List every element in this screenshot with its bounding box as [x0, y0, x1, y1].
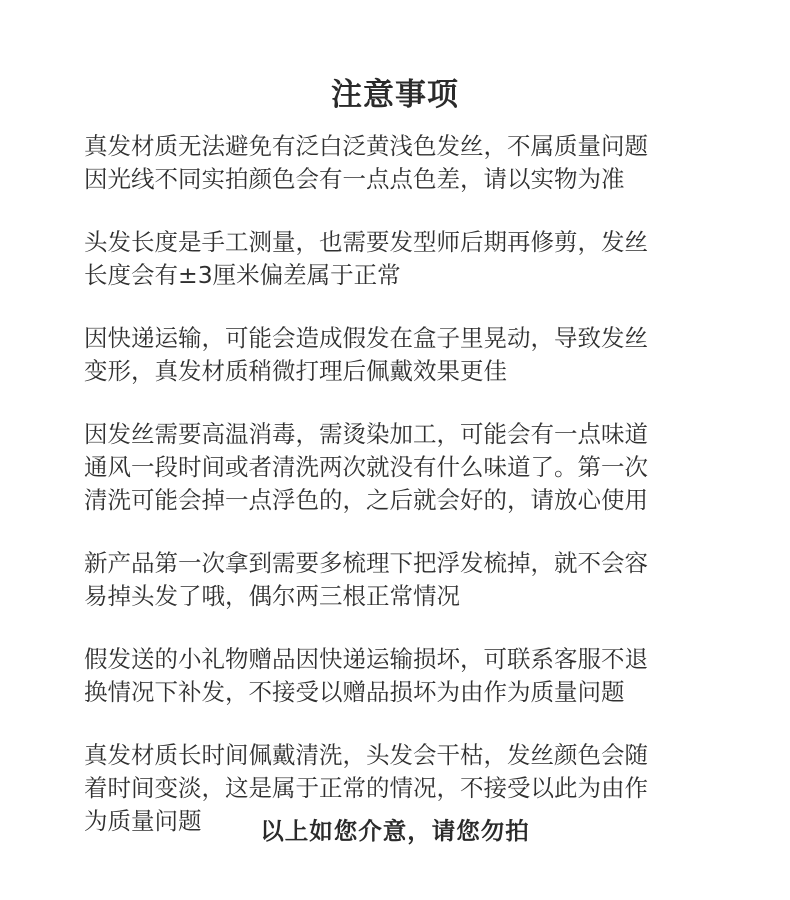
notice-line: 变形，真发材质稍微打理后佩戴效果更佳 — [84, 357, 507, 385]
notice-line: 通风一段时间或者清洗两次就没有什么味道了。第一次 — [84, 453, 648, 481]
notice-line: 头发长度是手工测量，也需要发型师后期再修剪，发丝 — [84, 228, 648, 256]
notice-line: 清洗可能会掉一点浮色的，之后就会好的，请放心使用 — [84, 486, 648, 514]
notice-line: 因光线不同实拍颜色会有一点点色差，请以实物为准 — [84, 165, 625, 193]
notice-item-1 — [84, 130, 724, 196]
footer-note: 以上如您介意，请您勿拍 — [260, 817, 530, 845]
notice-line: 假发送的小礼物赠品因快递运输损坏，可联系客服不退 — [84, 645, 648, 673]
notice-list — [84, 130, 724, 868]
notice-line: 真发材质长时间佩戴清洗，头发会干枯，发丝颜色会随 — [84, 741, 648, 769]
page-title: 注意事项 — [331, 76, 459, 113]
notice-line: 因快递运输，可能会造成假发在盒子里晃动，导致发丝 — [84, 324, 648, 352]
notice-item-4 — [84, 418, 724, 517]
notice-line: 着时间变淡，这是属于正常的情况，不接受以此为由作 — [84, 774, 648, 802]
notice-item-5 — [84, 547, 724, 613]
notice-line: 换情况下补发，不接受以赠品损坏为由作为质量问题 — [84, 678, 625, 706]
notice-item-2 — [84, 226, 724, 292]
notice-line: 真发材质无法避免有泛白泛黄浅色发丝，不属质量问题 — [84, 132, 648, 160]
notice-line: 新产品第一次拿到需要多梳理下把浮发梳掉，就不会容 — [84, 549, 648, 577]
notice-line: 为质量问题 — [84, 807, 202, 835]
notice-line: 长度会有±3厘米偏差属于正常 — [84, 261, 401, 289]
notice-item-3 — [84, 322, 724, 388]
notice-item-6 — [84, 643, 724, 709]
notice-line: 因发丝需要高温消毒，需烫染加工，可能会有一点味道 — [84, 420, 648, 448]
notice-line: 易掉头发了哦，偶尔两三根正常情况 — [84, 582, 460, 610]
